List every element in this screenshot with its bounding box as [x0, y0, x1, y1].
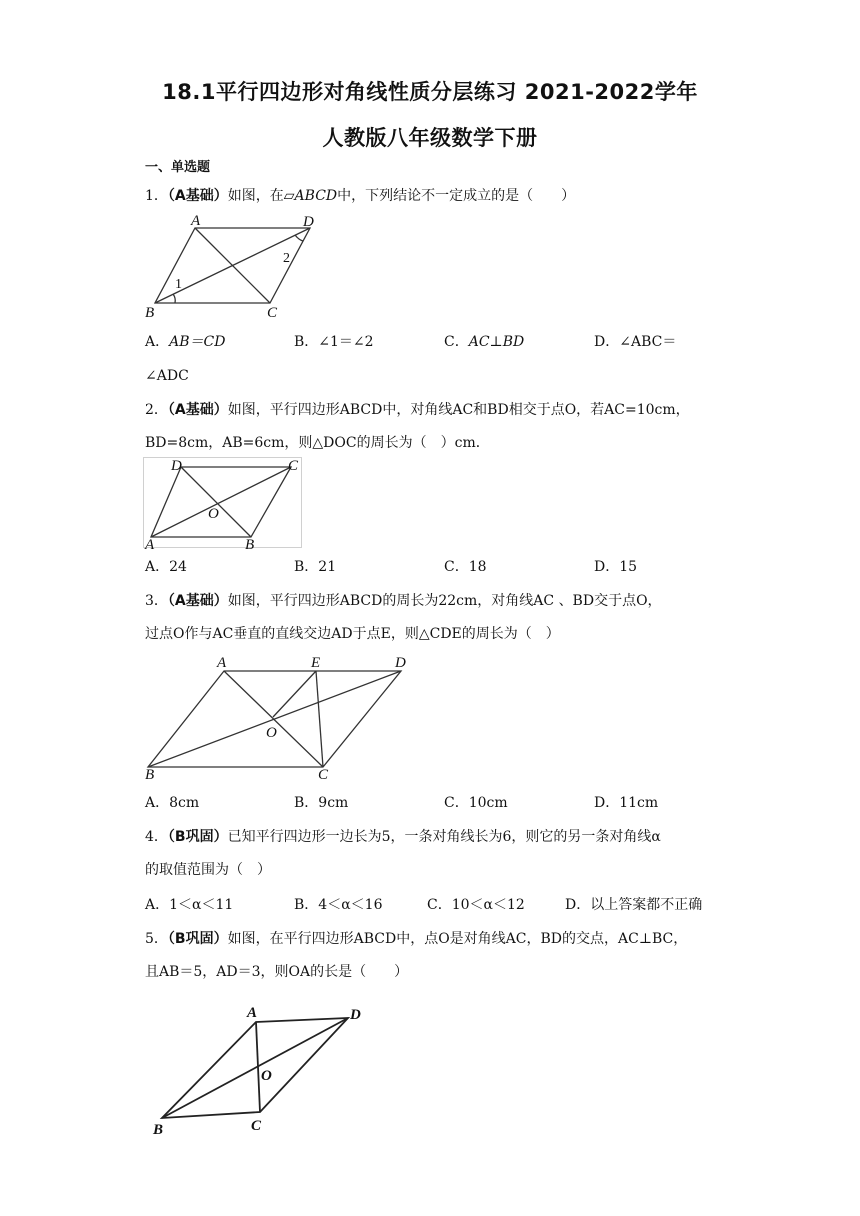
q5-diagonal-bd	[162, 1018, 348, 1118]
q2-option-a[interactable]	[145, 557, 187, 577]
q2-label-o: O	[208, 506, 219, 522]
question-5-stem-line1	[145, 929, 687, 949]
q2-option-d-key: D．	[594, 559, 620, 575]
q2-option-d[interactable]	[594, 557, 637, 577]
question-3-level-tag: （A基础）	[167, 593, 228, 609]
question-3-text-line1: 如图，平行四边形ABCD的周长为22cm，对角线AC 、BD交于点O，	[227, 593, 662, 609]
q1-option-d[interactable]	[594, 332, 676, 352]
q4-option-b[interactable]	[294, 895, 382, 915]
q4-option-b-text: 4＜α＜16	[318, 897, 383, 913]
question-2-figure	[143, 457, 303, 553]
q2-option-a-key: A．	[145, 559, 170, 575]
question-1-parallelogram-name: ABCD	[294, 188, 338, 204]
question-3-figure	[143, 653, 418, 783]
worksheet-title-line2: 人教版八年级数学下册	[322, 126, 538, 150]
q3-option-d-text: 11cm	[619, 795, 659, 811]
q2-label-d: D	[171, 458, 182, 474]
section-heading: 一、单选题	[145, 160, 211, 175]
q4-option-a-key: A．	[145, 897, 170, 913]
question-5-figure	[150, 1000, 375, 1140]
q1-label-a: A	[191, 213, 201, 229]
q4-option-d-key: D．	[565, 897, 591, 913]
question-5-stem-line2	[145, 962, 408, 982]
question-5-text-line1: 如图，在平行四边形ABCD中，点O是对角线AC，BD的交点，AC⊥BC，	[227, 931, 688, 947]
q3-label-b: B	[145, 767, 155, 783]
q4-option-c-text: 10＜α＜12	[451, 897, 525, 913]
question-2-text-line1: 如图，平行四边形ABCD中，对角线AC和BD相交于点O，若AC=10cm，	[227, 402, 690, 418]
question-4-text-line1: 已知平行四边形一边长为5，一条对角线长为6，则它的另一条对角线α	[227, 829, 661, 845]
q1-angle-2-arc	[295, 235, 303, 241]
question-3-stem-line2	[145, 624, 560, 644]
q4-option-c-key: C．	[427, 897, 452, 913]
q4-option-d-text: 以上答案都不正确	[590, 897, 703, 913]
q3-option-d-key: D．	[594, 795, 620, 811]
q2-diagonal-bd	[181, 467, 251, 537]
q3-option-b-text: 9cm	[318, 795, 349, 811]
q1-option-c[interactable]	[444, 332, 524, 352]
question-5-number: 5．	[145, 931, 168, 947]
question-4-stem-line1	[145, 827, 661, 847]
q2-option-b-text: 21	[318, 559, 337, 575]
question-3-text-line2: 过点O作与AC垂直的直线交边AD于点E，则△CDE的周长为（ ）	[145, 626, 560, 642]
q3-option-c-key: C．	[444, 795, 469, 811]
question-1-level-tag: （A基础）	[167, 188, 228, 204]
question-4-text-line2: 的取值范围为（ ）	[145, 862, 271, 878]
question-5-text-line2: 且AB＝5，AD＝3，则OA的长是（ ）	[145, 964, 409, 980]
q3-segment-ec	[316, 671, 323, 767]
q1-option-d-key: D．	[594, 334, 620, 350]
question-3-number: 3．	[145, 593, 168, 609]
q1-option-b-text: ∠1＝∠2	[318, 334, 374, 350]
question-5-level-tag: （B巩固）	[167, 931, 228, 947]
question-1-text-post: 中，下列结论不一定成立的是（ ）	[337, 188, 576, 204]
q3-option-d[interactable]	[594, 793, 658, 813]
q1-option-a[interactable]	[145, 332, 225, 352]
question-2-text-line2: BD=8cm，AB=6cm，则△DOC的周长为（ ）cm．	[145, 435, 490, 451]
q2-figure-frame	[144, 458, 302, 548]
q5-label-o: O	[261, 1068, 272, 1084]
q2-option-b-key: B．	[294, 559, 319, 575]
q1-label-d: D	[303, 214, 314, 230]
question-4-stem-line2	[145, 860, 271, 880]
q4-option-a[interactable]	[145, 895, 233, 915]
q4-option-b-key: B．	[294, 897, 319, 913]
q1-option-d-text-2: ∠ADC	[145, 368, 189, 384]
q4-option-a-text: 1＜α＜11	[169, 897, 234, 913]
q3-label-c: C	[318, 767, 329, 783]
q2-option-d-text: 15	[619, 559, 638, 575]
q2-label-c: C	[288, 458, 299, 474]
q3-option-b[interactable]	[294, 793, 348, 813]
q1-option-a-text: AB＝CD	[169, 334, 226, 350]
q2-option-c[interactable]	[444, 557, 487, 577]
question-1-text-pre: 如图，在▱	[227, 188, 295, 204]
q2-diagonal-ac	[151, 467, 291, 537]
question-2-number: 2．	[145, 402, 168, 418]
q1-option-b[interactable]	[294, 332, 374, 352]
q1-label-angle-2: 2	[283, 251, 290, 266]
q3-option-c-text: 10cm	[468, 795, 508, 811]
q1-label-c: C	[267, 305, 278, 321]
q1-option-d-text-1: ∠ABC＝	[619, 334, 677, 350]
worksheet-title-line1: 18.1平行四边形对角线性质分层练习 2021-2022学年	[162, 80, 698, 104]
q5-label-b: B	[153, 1122, 164, 1138]
q5-label-d: D	[350, 1007, 361, 1023]
question-1-stem	[145, 186, 575, 206]
q2-label-a: A	[145, 537, 155, 553]
q1-label-angle-1: 1	[175, 277, 182, 292]
q1-angle-1-arc	[173, 294, 175, 303]
question-3-stem-line1	[145, 591, 662, 611]
q1-option-a-key: A．	[145, 334, 170, 350]
question-2-stem-line2	[145, 433, 490, 453]
question-1-number: 1．	[145, 188, 168, 204]
q1-option-d-continued	[145, 366, 189, 386]
q4-option-c[interactable]	[427, 895, 525, 915]
q2-option-c-text: 18	[468, 559, 487, 575]
q1-option-c-key: C．	[444, 334, 469, 350]
q3-option-a[interactable]	[145, 793, 199, 813]
q3-label-o: O	[266, 725, 277, 741]
q2-label-b: B	[245, 537, 255, 553]
q1-label-b: B	[145, 305, 155, 321]
q3-segment-eo	[273, 671, 316, 717]
q3-label-e: E	[311, 655, 321, 671]
q3-label-a: A	[217, 655, 227, 671]
q1-option-b-key: B．	[294, 334, 319, 350]
question-4-level-tag: （B巩固）	[167, 829, 228, 845]
q3-option-c[interactable]	[444, 793, 508, 813]
question-2-stem-line1	[145, 400, 690, 420]
q3-label-d: D	[395, 655, 406, 671]
q3-option-a-key: A．	[145, 795, 170, 811]
q2-option-a-text: 24	[169, 559, 187, 575]
q5-label-a: A	[247, 1005, 258, 1021]
q1-option-c-text: AC⊥BD	[468, 334, 525, 350]
q2-option-b[interactable]	[294, 557, 336, 577]
question-4-number: 4．	[145, 829, 168, 845]
q5-label-c: C	[251, 1118, 262, 1134]
q3-option-a-text: 8cm	[169, 795, 200, 811]
q4-option-d[interactable]	[565, 895, 702, 915]
question-1-figure	[145, 213, 325, 321]
q2-option-c-key: C．	[444, 559, 469, 575]
question-2-level-tag: （A基础）	[167, 402, 228, 418]
q3-option-b-key: B．	[294, 795, 319, 811]
